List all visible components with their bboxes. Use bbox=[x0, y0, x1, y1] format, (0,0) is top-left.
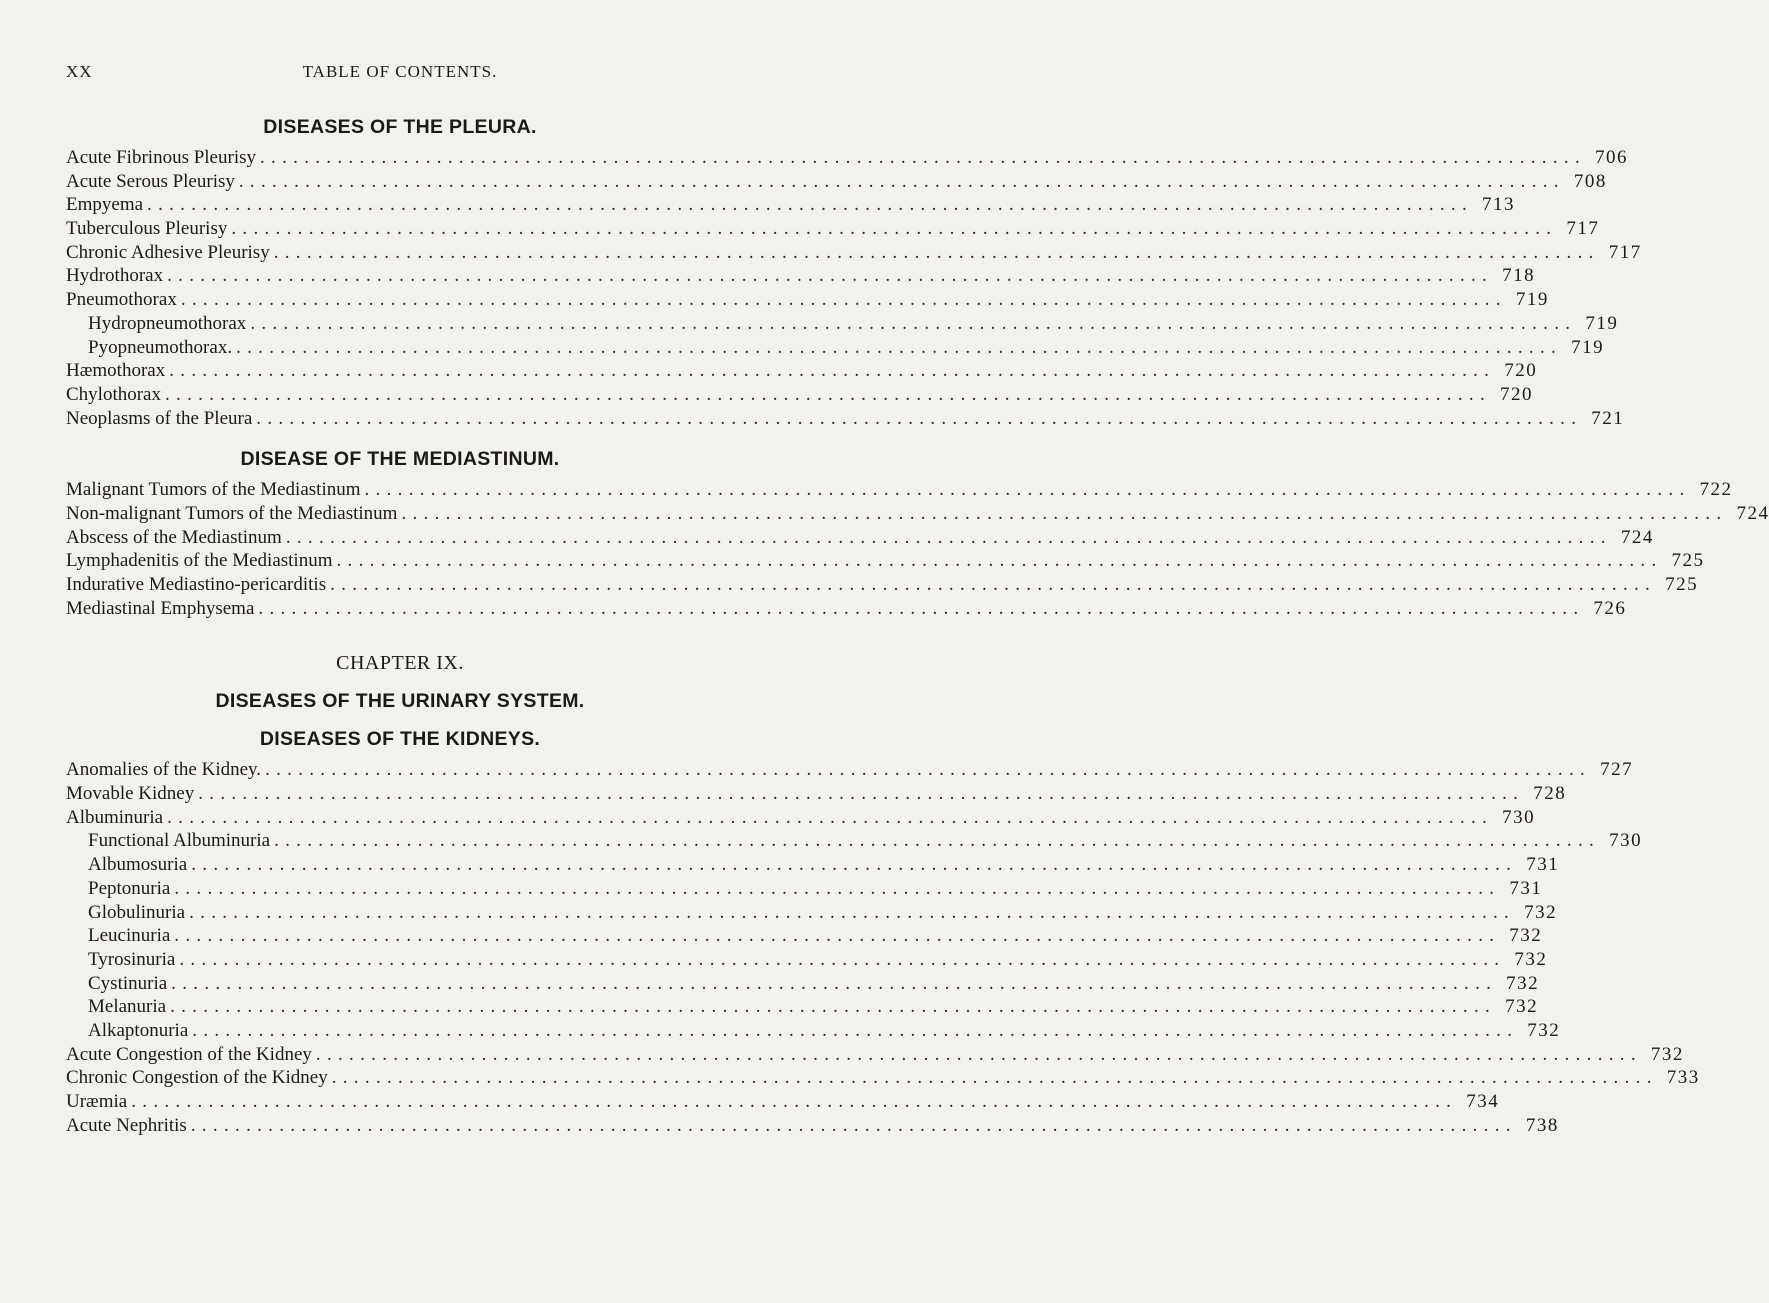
toc-subentry bbox=[66, 829, 1643, 853]
entry-title: Peptonuria bbox=[88, 877, 171, 899]
dot-leader: ........................................................................................................................ bbox=[174, 877, 1501, 899]
entry-page-number: 734 bbox=[1466, 1091, 1500, 1112]
dot-leader: ........................................................................................................................ bbox=[250, 312, 1577, 334]
entry-page-number: 722 bbox=[1699, 479, 1733, 501]
toc-entry bbox=[66, 782, 1567, 806]
chapter-heading: CHAPTER IX. bbox=[336, 652, 464, 675]
toc-entry bbox=[66, 1114, 1559, 1138]
dot-leader: ........................................................................................................................ bbox=[260, 147, 1586, 168]
dot-leader: ........................................................................................................................ bbox=[401, 502, 1728, 524]
toc-entry bbox=[66, 806, 1536, 830]
toc-entry bbox=[66, 407, 1625, 431]
entry-title: Movable Kidney bbox=[66, 783, 195, 805]
toc-list bbox=[66, 478, 1769, 620]
entry-page-number: 708 bbox=[1573, 170, 1607, 192]
entry-title: Acute Congestion of the Kidney bbox=[66, 1043, 312, 1065]
dot-leader: ........................................................................................................................ bbox=[330, 574, 1657, 595]
entry-page-number: 732 bbox=[1650, 1043, 1684, 1065]
entry-page-number: 720 bbox=[1504, 360, 1538, 382]
entry-page-number: 718 bbox=[1502, 265, 1536, 287]
entry-page-number: 738 bbox=[1525, 1114, 1559, 1136]
entry-title: Cystinuria bbox=[88, 972, 168, 994]
entry-page-number: 732 bbox=[1514, 948, 1548, 970]
entry-title: Acute Nephritis bbox=[66, 1114, 187, 1136]
entry-page-number: 719 bbox=[1515, 289, 1549, 311]
entry-page-number: 730 bbox=[1609, 830, 1643, 852]
dot-leader: ........................................................................................................................ bbox=[336, 550, 1663, 572]
entry-page-number: 728 bbox=[1533, 783, 1567, 805]
dot-leader: ........................................................................................................................ bbox=[171, 972, 1498, 994]
dot-leader: ........................................................................................................................ bbox=[273, 241, 1600, 263]
toc-entry bbox=[66, 1066, 1700, 1090]
entry-title: Non-malignant Tumors of the Mediastinum bbox=[66, 502, 398, 524]
entry-page-number: 732 bbox=[1506, 972, 1540, 994]
dot-leader: ........................................................................................................................ bbox=[331, 1067, 1658, 1089]
toc-list bbox=[66, 146, 1642, 430]
dot-leader: ........................................................................................................................ bbox=[167, 265, 1494, 287]
entry-title: Hydropneumothorax bbox=[88, 312, 247, 334]
toc-entry bbox=[66, 241, 1642, 265]
dot-leader: ........................................................................................................................ bbox=[364, 479, 1691, 501]
section-heading: DISEASES OF THE URINARY SYSTEM. bbox=[215, 690, 585, 713]
toc-subentry bbox=[66, 877, 1543, 901]
entry-title: Abscess of the Mediastinum bbox=[66, 526, 282, 548]
entry-title: Pneumothorax bbox=[66, 289, 177, 311]
toc-entry bbox=[66, 288, 1549, 312]
toc-entry bbox=[66, 526, 1654, 550]
entry-title: Pyopneumothorax. bbox=[88, 336, 233, 358]
entry-title: Melanuria bbox=[88, 996, 167, 1018]
dot-leader: ........................................................................................................................ bbox=[274, 830, 1601, 852]
entry-page-number: 717 bbox=[1566, 218, 1600, 240]
toc-subentry bbox=[66, 948, 1548, 972]
entry-title: Tuberculous Pleurisy bbox=[66, 218, 228, 240]
entry-title: Chronic Adhesive Pleurisy bbox=[66, 241, 270, 263]
entry-title: Leucinuria bbox=[88, 925, 171, 947]
table-of-contents bbox=[66, 108, 1769, 1147]
dot-leader: ........................................................................................................................ bbox=[131, 1091, 1458, 1112]
toc-entry bbox=[66, 359, 1538, 383]
dot-leader: ........................................................................................................................ bbox=[198, 783, 1525, 805]
entry-page-number: 726 bbox=[1593, 597, 1627, 619]
entry-page-number: 732 bbox=[1509, 925, 1543, 947]
entry-page-number: 730 bbox=[1502, 806, 1536, 828]
dot-leader: ........................................................................................................................ bbox=[238, 170, 1565, 192]
entry-page-number: 732 bbox=[1505, 996, 1539, 1018]
entry-page-number: 706 bbox=[1595, 147, 1628, 168]
toc-entry bbox=[66, 193, 1516, 217]
dot-leader: ........................................................................................................................ bbox=[189, 901, 1516, 923]
toc-subentry bbox=[66, 995, 1539, 1019]
dot-leader: ........................................................................................................................ bbox=[192, 1019, 1519, 1041]
toc-entry bbox=[66, 217, 1600, 241]
toc-entry bbox=[66, 170, 1607, 194]
entry-title: Functional Albuminuria bbox=[88, 830, 271, 852]
section-heading: DISEASES OF THE PLEURA. bbox=[263, 116, 537, 138]
entry-title: Chylothorax bbox=[66, 383, 161, 405]
entry-title: Anomalies of the Kidney. bbox=[66, 759, 262, 781]
entry-page-number: 717 bbox=[1608, 241, 1642, 263]
entry-title: Acute Serous Pleurisy bbox=[66, 170, 235, 192]
spacer bbox=[66, 620, 734, 630]
toc-entry bbox=[66, 146, 1628, 170]
dot-leader: ........................................................................................................................ bbox=[315, 1043, 1642, 1065]
toc-entry bbox=[66, 758, 1634, 782]
section-heading: DISEASES OF THE KIDNEYS. bbox=[259, 728, 541, 751]
dot-leader: ........................................................................................................................ bbox=[169, 360, 1496, 382]
entry-title: Neoplasms of the Pleura bbox=[66, 407, 253, 429]
toc-entry bbox=[66, 478, 1733, 502]
page-number: XX bbox=[66, 62, 93, 81]
dot-leader: ........................................................................................................................ bbox=[180, 289, 1507, 311]
entry-title: Empyema bbox=[66, 194, 144, 216]
dot-leader: ........................................................................................................................ bbox=[170, 996, 1497, 1018]
entry-page-number: 725 bbox=[1665, 574, 1699, 595]
entry-title: Albuminuria bbox=[66, 806, 164, 828]
entry-title: Hydrothorax bbox=[66, 265, 164, 287]
spacer bbox=[66, 1137, 734, 1147]
dot-leader: ........................................................................................................................ bbox=[191, 854, 1518, 876]
entry-title: Globulinuria bbox=[88, 901, 186, 923]
entry-title: Uræmia bbox=[66, 1091, 128, 1112]
toc-subentry bbox=[66, 924, 1543, 948]
entry-page-number: 727 bbox=[1600, 759, 1634, 781]
entry-page-number: 719 bbox=[1585, 312, 1619, 334]
dot-leader: ........................................................................................................................ bbox=[147, 194, 1474, 216]
dot-leader: ........................................................................................................................ bbox=[236, 336, 1563, 358]
entry-title: Chronic Congestion of the Kidney bbox=[66, 1067, 328, 1089]
toc-subentry bbox=[66, 901, 1558, 925]
toc-subentry bbox=[66, 853, 1560, 877]
entry-title: Tyrosinuria bbox=[88, 948, 176, 970]
toc-entry bbox=[66, 1090, 1500, 1114]
running-title: TABLE OF CONTENTS. bbox=[302, 62, 498, 81]
entry-title: Hæmothorax bbox=[66, 360, 166, 382]
entry-page-number: 731 bbox=[1509, 877, 1543, 899]
entry-page-number: 724 bbox=[1736, 502, 1769, 524]
entry-page-number: 732 bbox=[1524, 901, 1558, 923]
entry-title: Mediastinal Emphysema bbox=[66, 597, 255, 619]
dot-leader: ........................................................................................................................ bbox=[231, 218, 1558, 240]
toc-subentry bbox=[66, 336, 1605, 360]
dot-leader: ........................................................................................................................ bbox=[179, 948, 1506, 970]
spacer bbox=[66, 430, 734, 440]
dot-leader: ........................................................................................................................ bbox=[174, 925, 1501, 947]
toc-entry bbox=[66, 1043, 1684, 1067]
entry-page-number: 725 bbox=[1671, 550, 1705, 572]
dot-leader: ........................................................................................................................ bbox=[258, 597, 1585, 619]
entry-page-number: 720 bbox=[1500, 383, 1533, 405]
dot-leader: ........................................................................................................................ bbox=[165, 383, 1491, 405]
toc-entry bbox=[66, 502, 1769, 526]
dot-leader: ........................................................................................................................ bbox=[167, 806, 1494, 828]
entry-title: Alkaptonuria bbox=[88, 1019, 189, 1041]
dot-leader: ........................................................................................................................ bbox=[285, 526, 1612, 548]
toc-entry bbox=[66, 264, 1536, 288]
dot-leader: ........................................................................................................................ bbox=[256, 407, 1583, 429]
dot-leader: ........................................................................................................................ bbox=[265, 759, 1592, 781]
entry-page-number: 719 bbox=[1571, 336, 1605, 358]
toc-entry bbox=[66, 573, 1699, 597]
entry-title: Albumosuria bbox=[88, 854, 188, 876]
entry-page-number: 721 bbox=[1591, 407, 1625, 429]
entry-title: Malignant Tumors of the Mediastinum bbox=[66, 479, 361, 501]
toc-entry bbox=[66, 549, 1705, 573]
dot-leader: ........................................................................................................................ bbox=[190, 1114, 1517, 1136]
entry-page-number: 732 bbox=[1527, 1019, 1561, 1041]
section-heading: DISEASE OF THE MEDIASTINUM. bbox=[240, 448, 560, 471]
entry-page-number: 724 bbox=[1620, 526, 1654, 548]
toc-entry bbox=[66, 597, 1627, 621]
toc-subentry bbox=[66, 972, 1540, 996]
entry-title: Lymphadenitis of the Mediastinum bbox=[66, 550, 333, 572]
toc-list bbox=[66, 758, 1700, 1137]
toc-entry bbox=[66, 383, 1533, 407]
entry-page-number: 733 bbox=[1666, 1067, 1700, 1089]
toc-subentry bbox=[66, 312, 1619, 336]
entry-page-number: 713 bbox=[1482, 194, 1516, 216]
entry-title: Indurative Mediastino-pericarditis bbox=[66, 574, 327, 595]
entry-title: Acute Fibrinous Pleurisy bbox=[66, 147, 256, 168]
toc-subentry bbox=[66, 1019, 1561, 1043]
entry-page-number: 731 bbox=[1526, 854, 1560, 876]
